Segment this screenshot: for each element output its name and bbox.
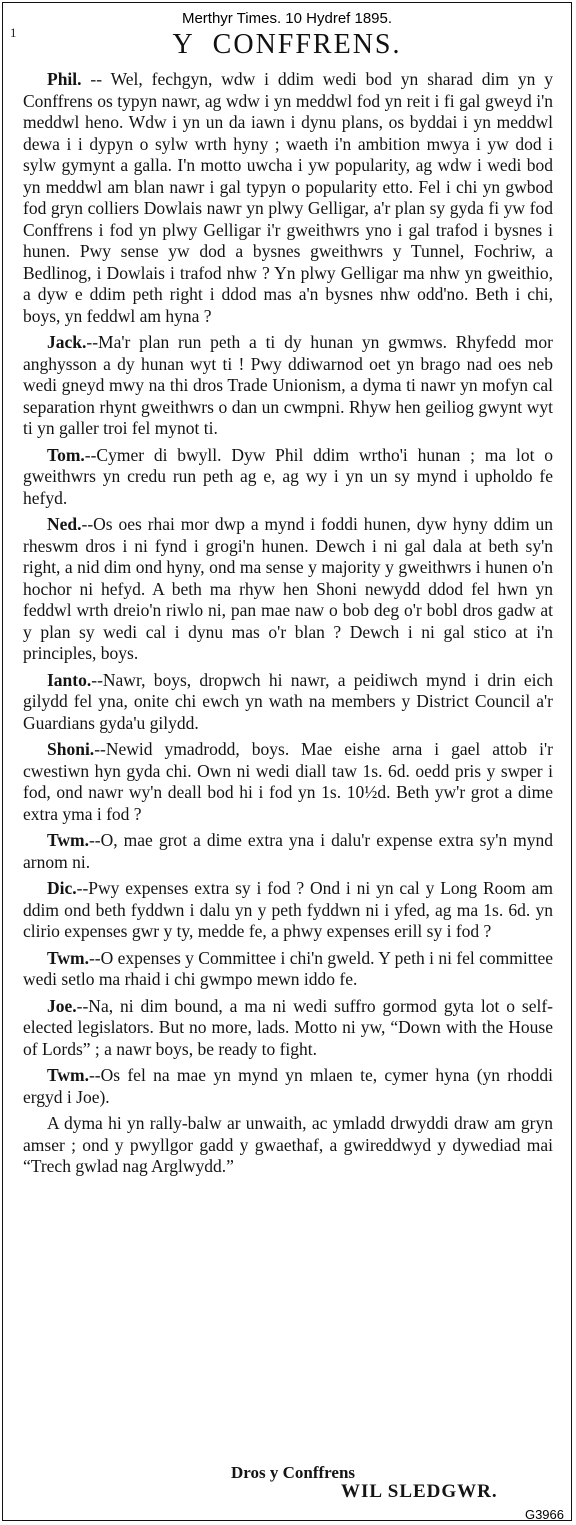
paragraph-text: --O expenses y Committee i chi'n gweld. Y peth i ni fel committee wedi setlo ma rhaid i chi gwmpo mewn iddo fe. (23, 947, 554, 989)
dialogue-paragraph (23, 878, 553, 943)
speaker-name: Ianto. (47, 669, 92, 690)
paragraph-text: A dyma hi yn rally-balw ar unwaith, ac ymladd drwyddi draw am gryn amser ; ond y pwyllgor gadd y gwaethaf, a gwireddwyd y dywediad mai “Trech gwlad nag Arglwydd.” (23, 1113, 553, 1176)
paragraph-text: --O, mae grot a dime extra yna i dalu'r expense extra sy'n mynd arnom ni. (23, 830, 553, 872)
dialogue-paragraph (23, 69, 553, 327)
speaker-name: Tom. (47, 444, 85, 465)
speaker-name: Jack. (47, 332, 87, 352)
dialogue-paragraph (23, 948, 553, 991)
article-body (23, 69, 553, 1183)
source-caption: Merthyr Times. 10 Hydref 1895. (181, 10, 393, 27)
speaker-name: Twm. (47, 1065, 89, 1085)
dialogue-paragraph (23, 1065, 553, 1108)
paragraph-text: --Pwy expenses extra sy i fod ? Ond i ni yn cal y Long Room am ddim ond beth fyddwn i dalu yn y peth fyddwn ni i yfed, ag ma 1s. 6d. yn clirio expenses gwr y ty, medde fe, a phwy expenses erill sy i fod ? (23, 878, 553, 941)
column-number: 1 (10, 25, 17, 40)
newspaper-clipping (2, 2, 572, 1521)
speaker-name: Twm. (47, 947, 89, 968)
dialogue-paragraph (23, 332, 553, 440)
speaker-name: Phil. (47, 69, 82, 89)
speaker-name: Dic. (47, 878, 77, 898)
paragraph-text: --Os oes rhai mor dwp a mynd i foddi hunen, dyw hyny ddim un rheswm dros i ni fynd i grogi'n hunen. Dewch i ni gal dala at beth sy'n right, a nid dim ond hyny, ond ma sense y majority y gweithwrs i hunen o'n hochor ni hefyd. A beth ma rhyw hen Shoni newydd ddod fel hwn yn feddwl wrth dreio'n riwlo ni, pan mae naw o bob deg o'r bobl dros gadw at y plan sy wedi cal i dynu mas o'r blan ? Dewch i ni gal stico at i'n principles, boys. (23, 514, 553, 663)
dialogue-paragraph (23, 670, 553, 735)
paragraph-text: --Na, ni dim bound, a ma ni wedi suffro gormod gyta lot o self-elected legislators. But no more, lads. Motto ni yw, “Down with the House of Lords” ; a nawr boys, be ready to fight. (23, 995, 553, 1059)
paragraph-text: --Ma'r plan run peth a ti dy hunan yn gwmws. Rhyfedd mor anghysson a dy hunan wyt ti ! Pwy ddiwarnod oet yn brago nad oes neb wedi gneyd mwy na thi dros Trade Unionism, a dyma ti nawr yn mofyn cal separation rhynt gweithwrs o dan un cwmpni. Rhyw hen geiliog gwynt wyt ti yn galler troi fel mynot ti. (23, 332, 553, 438)
signature-line: Dros y Conffrens (231, 1463, 356, 1482)
author-name: WIL SLEDGWR. (341, 1481, 498, 1502)
paragraph-text: --Nawr, boys, dropwch hi nawr, a peidiwch mynd i drin eich gilydd fel yna, onite chi ewch yn wath na members y District Council a'r Guardians gyda'u gilydd. (23, 669, 553, 733)
dialogue-paragraph (23, 739, 553, 825)
dialogue-paragraph (23, 1113, 553, 1178)
dialogue-paragraph (23, 996, 553, 1061)
speaker-name: Joe. (47, 995, 77, 1016)
paragraph-text: -- Wel, fechgyn, wdw i ddim wedi bod yn sharad dim yn y Conffrens os typyn nawr, ag wdw i yn meddwl fod yn reit i fi gal gweyd i'n meddwl heno. Wdw i yn un da iawn i dynu plans, os byddai i yn meddwl dewa i i dypyn o sylw wrth hyny ; waeth i'n ambition mwya i yw dod i sylw gymynt a galla. I'n motto uwcha i yw popularity, ag wdw i wedi bod yn meddwl am blan nawr i gal typyn o popularity etto. Fel i chi yn gwbod fod gryn colliers Dowlais nawr yn plwy Gelligar, a'r plan sy gyda fi yw fod Conffrens i fod yn plwy Gelligar i'r gweithwrs yno i gal trafod i bysnes i hunen. Pwy sense yw dod a bysnes gweithwrs y Tunnel, Fochriw, a Bedlinog, i Dowlais i trafod nhw ? Yn plwy Gelligar ma nhw yn gweithio, a dyw e ddim peth right i ddod mas a'n bysnes nhw odd'no. Beth i chi, boys, yn feddwl am hyna ? (23, 69, 553, 326)
speaker-name: Ned. (47, 514, 82, 534)
speaker-name: Twm. (47, 830, 89, 850)
article-title: Y CONFFRENS. (172, 29, 402, 60)
paragraph-text: --Newid ymadrodd, boys. Mae eishe arna i gael attob i'r cwestiwn hyn gyda chi. Own ni wedi diall taw 1s. 6d. oedd pris y swper i fod, ond nawr wy'n deall bod hi i fod yn 1s. 10½d. Beth yw'r grot a dime extra yma i fod ? (23, 739, 553, 824)
dialogue-paragraph (23, 830, 553, 873)
dialogue-paragraph (23, 514, 553, 665)
dialogue-paragraph (23, 445, 553, 510)
paragraph-text: --Cymer di bwyll. Dyw Phil ddim wrtho'i hunan ; ma lot o gweithwrs yn credu run peth ag e, ag wy i yn un sy mynd i upholdo fe hefyd. (23, 444, 553, 508)
paragraph-text: --Os fel na mae yn mynd yn mlaen te, cymer hyna (yn rhoddi ergyd i Joe). (23, 1065, 553, 1107)
speaker-name: Shoni. (47, 739, 95, 759)
reference-code: G3966 (524, 1507, 564, 1522)
